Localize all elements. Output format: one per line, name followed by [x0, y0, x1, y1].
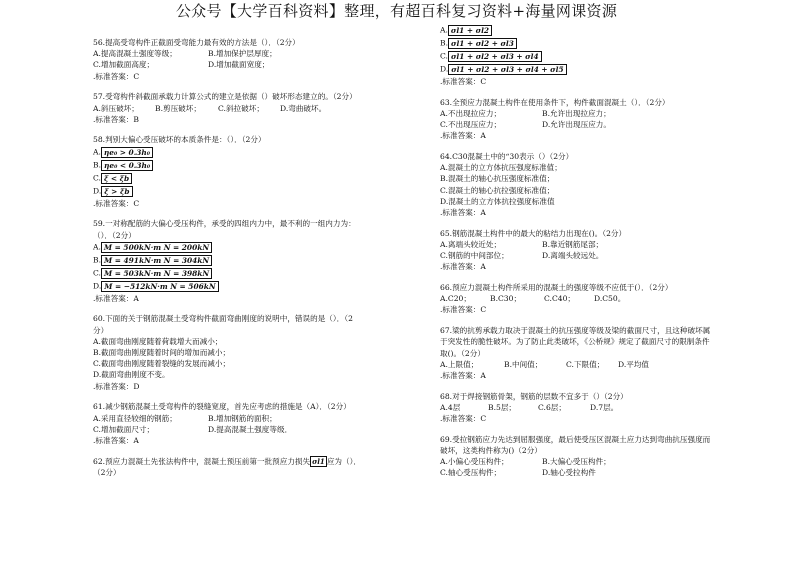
question-stem-cont: 分）: [93, 325, 109, 335]
formula-image: ξ < ξb: [101, 173, 132, 184]
option-c: [440, 50, 772, 63]
option-d: D.截面弯曲刚度不变。: [93, 370, 170, 380]
question-stem: [93, 456, 413, 468]
option-c: C.C40；: [544, 294, 576, 304]
option-label: A.: [93, 147, 101, 157]
option-row: [440, 359, 772, 370]
question-68: [440, 391, 772, 425]
question-stem: 59.一对称配筋的大偏心受压构件，承受的四组内力中，最不利的一组内力为：: [93, 219, 356, 229]
question-stem: 66.预应力混凝土构件所采用的混凝土的强度等级不应低于(）．（2分）: [440, 283, 673, 293]
option-label: D.: [440, 64, 449, 74]
question-62: [93, 456, 413, 479]
standard-answer: .标准答案：C: [93, 71, 140, 81]
option-row: [93, 103, 413, 114]
option-row: [93, 424, 413, 435]
option-d: D.离端头较远处。: [542, 251, 604, 261]
option-row: [440, 239, 772, 250]
option-b: B.混凝土的轴心抗压强度标准值；: [440, 174, 555, 184]
option-a: A.4层: [440, 402, 461, 412]
standard-answer: .标准答案：A: [440, 131, 486, 141]
option-d: D.增加截面宽度；: [208, 60, 270, 70]
question-stem: 60.下面的关于钢筋混凝土受弯构件截面弯曲刚度的说明中，错误的是（）．（2: [93, 314, 353, 324]
option-b: B.增加钢筋的面积；: [208, 413, 277, 423]
standard-answer: .标准答案：D: [93, 381, 140, 391]
option-c: C.增加截面尺寸；: [93, 424, 155, 434]
option-b: [440, 37, 772, 50]
question-60: [93, 313, 413, 391]
option-c: [93, 267, 413, 280]
standard-answer: .标准答案：A: [93, 435, 139, 445]
option-c: [93, 172, 413, 185]
standard-answer: .标准答案：A: [440, 208, 486, 218]
option-label: D.: [93, 281, 102, 291]
option-b: B.剪压破坏；: [155, 103, 201, 113]
option-a: A.提高混凝土强度等级；: [93, 49, 177, 59]
question-stem: 69.受拉钢筋应力先达到屈服强度，最后使受压区混凝土应力达到弯曲抗压强度而: [440, 434, 711, 444]
formula-image: M = −512kN·m N = 506kN: [101, 281, 218, 292]
question-stem: 61.减少钢筋混凝土受弯构件的裂缝宽度，首先应考虑的措施是（A）．（2分）: [93, 402, 351, 412]
option-d: D.混凝土的立方体抗拉强度标准值: [440, 196, 555, 206]
option-d: [440, 63, 772, 76]
question-stem: 64.C30混凝土中的“30表示（）（2分）: [440, 152, 574, 162]
option-label: A.: [440, 25, 448, 35]
formula-image: M = 491kN·m N = 304kN: [101, 255, 212, 266]
option-a: [440, 24, 772, 37]
option-a: A.上限值；: [440, 359, 479, 369]
option-row: [440, 402, 772, 413]
option-b: B.5层；: [488, 402, 517, 412]
option-b: [93, 254, 413, 267]
question-stem: 65.钢筋混凝土构件中的最大的粘结力出现在()。（2分）: [440, 228, 627, 238]
option-row: [440, 456, 772, 467]
option-label: C.: [440, 51, 448, 61]
option-row: [93, 413, 413, 424]
standard-answer: .标准答案：C: [440, 77, 487, 86]
left-column: [93, 37, 413, 478]
option-b: B.靠近钢筋尾部；: [542, 239, 604, 249]
option-c: C.增加截面高度；: [93, 60, 155, 70]
standard-answer: .标准答案：A: [93, 293, 139, 303]
question-stem: 67.梁的抗剪承载力取决于混凝土的抗压强度等级及梁的截面尺寸，且这种破坏属: [440, 326, 711, 336]
option-b: B.中间值；: [504, 359, 543, 369]
formula-image: ηe₀ > 0.3h₀: [101, 147, 153, 158]
option-row: [93, 59, 413, 70]
question-65: [440, 228, 772, 273]
formula-image: M = 500kN·m N = 200kN: [101, 242, 212, 253]
question-stem-cont: 破坏，这类构件称为()（2分）: [440, 445, 542, 455]
standard-answer: .标准答案：B: [93, 114, 139, 124]
option-b: [93, 159, 413, 172]
option-label: B.: [93, 255, 101, 265]
question-stem-cont: （）．（2分）: [93, 230, 136, 240]
option-row: [440, 108, 772, 119]
option-c: C.斜拉破坏；: [218, 103, 264, 113]
option-row: [440, 119, 772, 130]
standard-answer: .标准答案：C: [93, 198, 140, 208]
question-stem: 63.全预应力混凝土构件在使用条件下，构件截面混凝土（）．（2分）: [440, 97, 670, 107]
option-d: D.7层。: [590, 402, 619, 412]
question-63: [440, 97, 772, 142]
question-stem: 58.判别大偏心受压破坏的本质条件是：（）．（2分）: [93, 135, 266, 145]
option-d: D.平均值: [618, 359, 650, 369]
option-d: D.C50。: [594, 294, 626, 304]
option-b: B.C30；: [490, 294, 522, 304]
question-67: [440, 325, 772, 381]
option-row: [440, 293, 772, 304]
option-c: C.下限值；: [566, 359, 605, 369]
formula-image: σl1 + σl2 + σl3 + σl4 + σl5: [448, 64, 566, 75]
option-a: A.离端头较近处；: [440, 239, 502, 249]
option-d: D.弯曲破坏。: [280, 103, 327, 113]
option-label: C.: [93, 173, 101, 183]
option-d: D.允许出现压应力。: [542, 120, 611, 130]
option-a: A.小偏心受压构件；: [440, 457, 509, 467]
option-label: A.: [93, 242, 101, 252]
question-stem: 57.受弯构件斜截面承载力计算公式的建立是依据（）破坏形态建立的。（2分）: [93, 92, 357, 102]
option-a: [93, 241, 413, 254]
formula-image: σl1 + σl2: [448, 25, 492, 36]
standard-answer: .标准答案：A: [440, 262, 486, 272]
option-d: D.轴心受拉构件: [542, 468, 596, 478]
option-a: A.C20；: [440, 294, 471, 304]
option-c: C.6层；: [538, 402, 566, 412]
question-stem: 56.提高受弯构件正截面受弯能力最有效的方法是（）．（2分）: [93, 38, 300, 47]
option-row: [93, 48, 413, 59]
option-row: [440, 250, 772, 261]
option-label: B.: [93, 160, 101, 170]
option-b: B.允许出现拉应力；: [542, 108, 611, 118]
option-d: [93, 280, 413, 293]
question-58: [93, 134, 413, 208]
question-stem: 68.对于焊接钢筋骨架，钢筋的层数不宜多于（）（2分）: [440, 391, 628, 401]
option-b: B.截面弯曲刚度随着时间的增加而减小；: [93, 348, 231, 358]
option-c: C.轴心受压构件；: [440, 468, 502, 478]
question-stem-cont: （2分）: [93, 468, 121, 478]
option-a: A.采用直径较细的钢筋；: [93, 413, 177, 423]
option-d: D.提高混凝土强度等级．: [208, 424, 293, 434]
question-59: [93, 218, 413, 304]
option-a: A.混凝土的立方体抗压强度标准值；: [440, 163, 562, 173]
option-a: A.不出现拉应力；: [440, 108, 502, 118]
formula-image: σl1 + σl2 + σl3: [448, 38, 517, 49]
sigma-formula: σl1: [312, 457, 325, 467]
page-banner: 公众号【大学百科资料】整理，有超百科复习资料+海量网课资源: [175, 2, 618, 20]
stem-text: 应为（）．: [326, 456, 361, 466]
option-c: C.混凝土的轴心抗拉强度标准值；: [440, 185, 555, 195]
option-row: [440, 467, 772, 478]
option-a: [93, 146, 413, 159]
formula-image: ηe₀ < 0.3h₀: [101, 160, 153, 171]
right-column: [440, 24, 772, 479]
question-66: [440, 282, 772, 316]
question-56: [93, 37, 413, 82]
option-c: C.截面弯曲刚度随着裂缝的发展而减小；: [93, 359, 231, 369]
question-stem-cont: 取()。（2分）: [440, 348, 485, 358]
option-c: C.不出现压应力；: [440, 120, 502, 130]
formula-image: M = 503kN·m N = 398kN: [101, 268, 212, 279]
option-label: B.: [440, 38, 448, 48]
option-d: [93, 185, 413, 198]
option-b: B.增加保护层厚度；: [208, 49, 277, 59]
formula-image: ξ > ξb: [101, 186, 132, 197]
question-62-options: [440, 24, 772, 87]
stem-text: 62.预应力混凝土先张法构件中，混凝土预压前第一批预应力损失: [93, 456, 311, 466]
question-stem-cont: 于突发性的脆性破坏。为了防止此类破坏，《公桥规》规定了截面尺寸的限制条件: [440, 337, 710, 347]
option-a: A.截面弯曲刚度随着荷载增大而减小；: [93, 336, 223, 346]
formula-image: σl1 + σl2 + σl3 + σl4: [448, 51, 542, 62]
standard-answer: .标准答案：C: [440, 305, 487, 315]
question-69: [440, 434, 772, 479]
question-64: [440, 151, 772, 218]
option-a: A.斜压破坏；: [93, 103, 139, 113]
option-label: D.: [93, 186, 102, 196]
option-b: B.大偏心受压构件；: [542, 457, 611, 467]
option-c: C.钢筋的中间部位；: [440, 251, 509, 261]
question-57: [93, 91, 413, 125]
standard-answer: .标准答案：C: [440, 414, 487, 424]
question-61: [93, 401, 413, 446]
option-label: C.: [93, 268, 101, 278]
standard-answer: .标准答案：A: [440, 370, 486, 380]
